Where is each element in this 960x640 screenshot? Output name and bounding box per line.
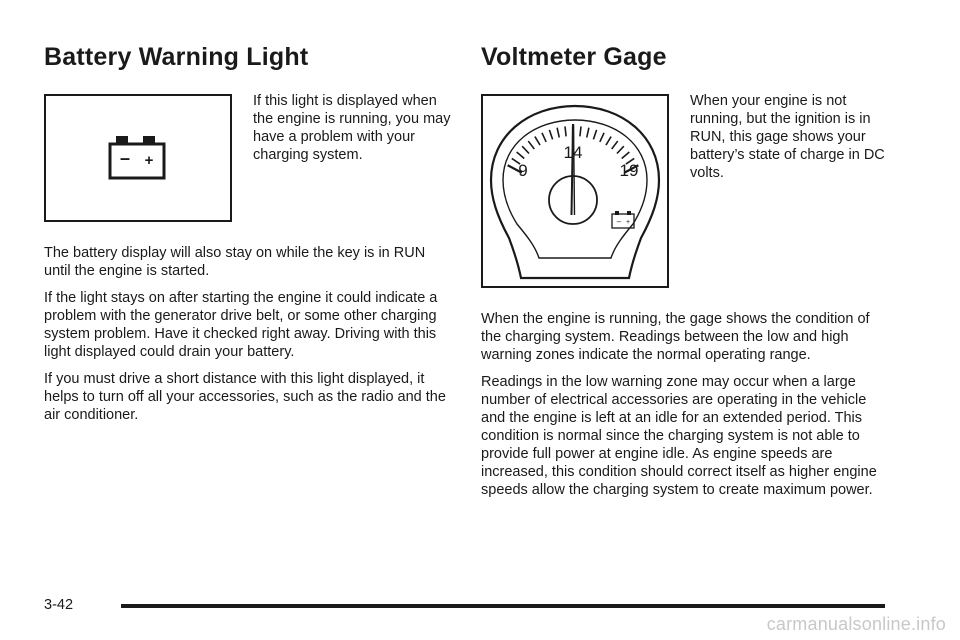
gauge-tick [542,133,546,142]
battery-icon [612,211,634,228]
footer-divider [121,604,885,608]
gauge-tick [557,128,559,138]
voltmeter-side-text: When your engine is not running, but the ignition is in RUN, this gage shows your battery’s state of charge in DC volts. [690,93,885,181]
gauge-battery-plus: + [625,219,631,226]
voltmeter-paragraph: Readings in the low warning zone may occur when a large number of electrical accessories are operating in the vehicle and the engine is left at an idle for an extended period. This condition is normal since the charging system is not able to provide full power at engine idle. As engine speeds are increased, this condition should correct itself as higher engine speeds allow the charging system to create maximum power. [481,374,877,498]
voltmeter-figure-row [481,94,889,294]
section-title-voltmeter: Voltmeter Gage [481,43,667,71]
gauge-tick [522,146,529,153]
voltmeter-section [481,40,889,294]
voltmeter-paragraph: When the engine is running, the gage shows the condition of the charging system. Readings between the low and high warning zones indicate the normal operating range. [481,311,870,363]
gauge-tick [600,133,604,142]
gauge-tick [549,130,552,139]
gauge-battery-minus: – [616,217,622,226]
watermark: carmanualsonline.info [766,614,946,634]
gauge-tick [617,146,624,153]
battery-side-text: If this light is displayed when the engine is running, you may have a problem with your charging system. [253,93,451,163]
battery-body [44,244,452,433]
battery-plus-label: + [144,152,154,169]
gauge-tick [612,141,618,149]
gauge-tick [593,130,596,139]
battery-paragraph: The battery display will also stay on while the key is in RUN until the engine is started. [44,245,426,279]
gauge-tick [580,126,581,136]
gauge-tick [517,152,525,158]
gauge-label-high: 19 [619,161,639,180]
gauge-label-mid: 14 [563,143,583,162]
gauge-tick [622,152,630,158]
voltmeter-gauge [483,96,667,286]
battery-icon [46,96,230,220]
voltmeter-gauge-figure [481,94,669,288]
section-title-battery-warning: Battery Warning Light [44,43,309,71]
battery-paragraph: If you must drive a short distance with this light displayed, it helps to turn off all your accessories, such as the radio and the air conditioner. [44,371,446,423]
gauge-tick [606,137,611,146]
gauge-tick [535,137,540,146]
battery-paragraph: If the light stays on after starting the engine it could indicate a problem with the generator drive belt, or some other charging system problem. Have it checked right away. Driving with this light displayed could drain your battery. [44,290,438,360]
gauge-tick [565,126,566,136]
page-number: 3-42 [44,597,74,613]
battery-minus-label: – [119,148,131,168]
voltmeter-body [481,310,889,508]
gauge-needle-edge [574,124,575,215]
gauge-tick [528,141,534,149]
battery-warning-figure [44,94,232,222]
gauge-label-low: 9 [518,161,528,180]
gauge-tick [587,128,589,138]
